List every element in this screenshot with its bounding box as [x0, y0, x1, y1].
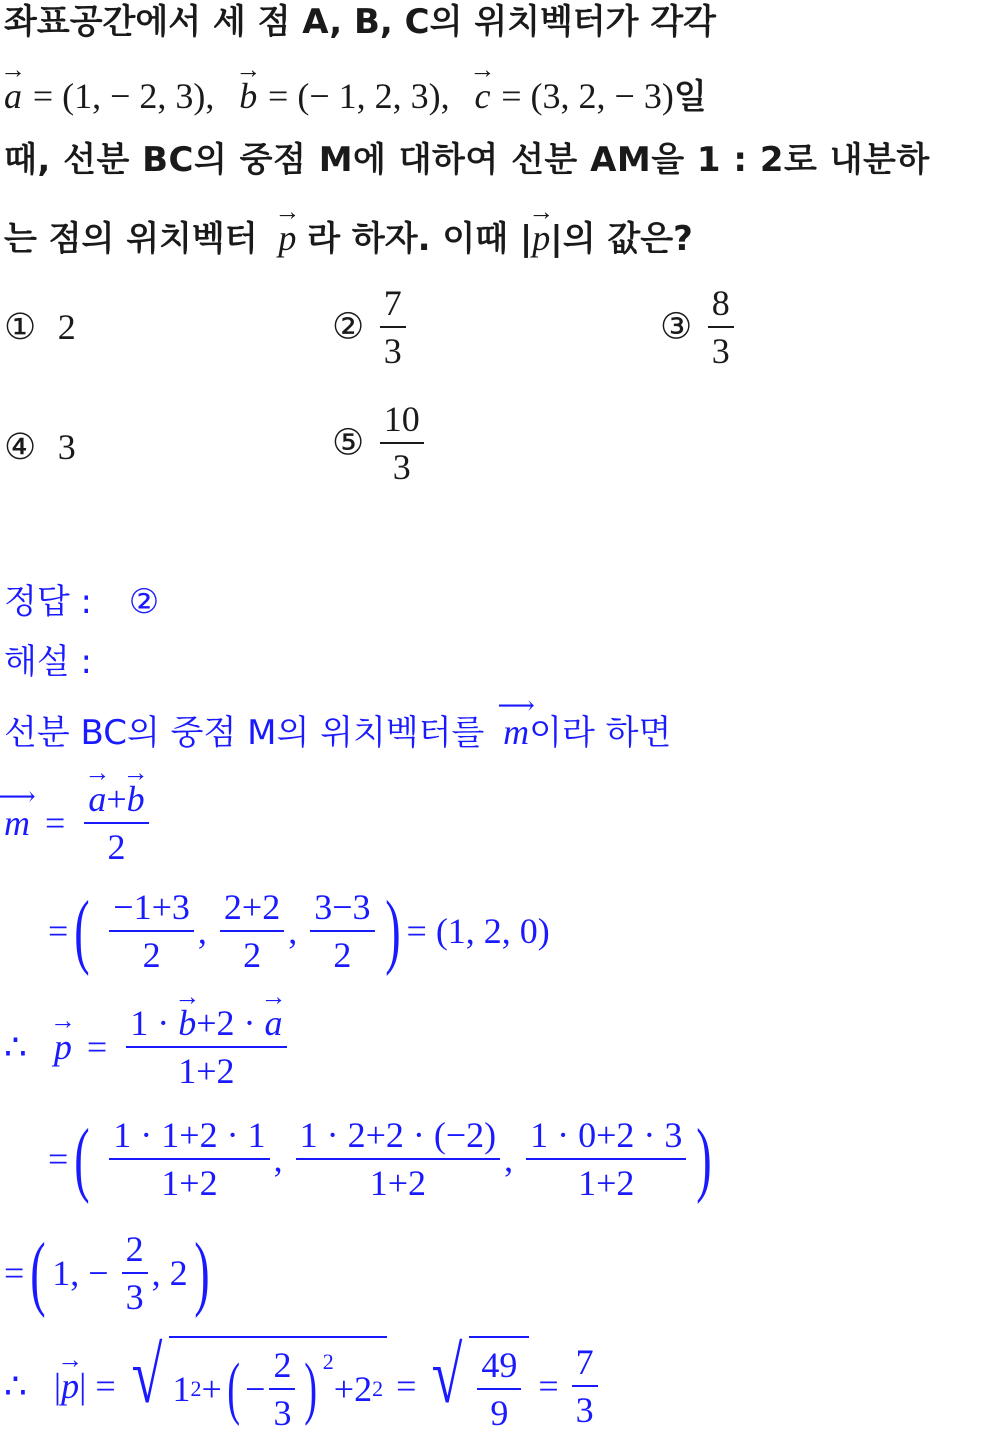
answer-line — [4, 582, 159, 622]
final-answer: $\frac{7}{3}$ — [572, 1339, 598, 1433]
option-3-mark: ③ — [660, 306, 693, 348]
equation-p-result: =( 1, − $\frac{2}{3}$ , 2) — [4, 1226, 210, 1319]
question-line-4-post: |의 값은? — [550, 219, 693, 259]
answer-label: 정답 : — [4, 582, 92, 622]
option-4-value: 3 — [57, 427, 76, 467]
eq-mag-p: → p — [61, 1366, 79, 1406]
option-4[interactable] — [4, 426, 76, 468]
question-line-4-mid: 라 하자. 이때 | — [307, 219, 533, 259]
option-5-mark: ⑤ — [332, 422, 365, 464]
explain-label: 해설 : — [4, 642, 92, 682]
vector-a-value: = (1, − 2, 3), — [32, 76, 215, 116]
option-2-mark: ② — [332, 306, 365, 348]
solution-line-1 — [4, 712, 671, 753]
answer-value: ② — [128, 582, 160, 622]
eq-m-num-a: → a — [88, 776, 106, 822]
sqrt-expression-1: √ 1 2 + ( − $\frac{2}{3}$ ) $^2$ +2 2 — [125, 1336, 387, 1436]
solution-line-1-pre: 선분 BC의 중점 M의 위치벡터를 — [4, 713, 485, 753]
eq-m-num-b: → b — [127, 776, 145, 822]
vector-m: ⟶ m — [503, 712, 529, 752]
equation-p: ∴ → p = $\frac{1 \cdot \to b+2 \cdot \to a}{1+2}$ — [4, 1000, 291, 1094]
option-1-value: 2 — [57, 307, 76, 347]
vector-p: → p — [278, 218, 296, 258]
question-line-2 — [4, 76, 707, 117]
eq-p-symbol: → p — [54, 1027, 72, 1067]
equation-m-components: =( $\frac{-1+3}{2}$ , $\frac{2+2}{2}$ , $\frac{3-3}{2}$ ) = (1, 2, 0) — [48, 884, 550, 977]
question-line-2-suffix: 일 — [673, 77, 707, 117]
question-line-3: 때, 선분 BC의 중점 M에 대하여 선분 AM을 1 : 2로 내분하 — [4, 140, 930, 180]
vector-p-abs: → p — [532, 218, 550, 258]
option-2-den: 3 — [383, 331, 402, 371]
equation-magnitude: ∴ |→ p| = √ 1 2 + ( − $\frac{2}{3}$ ) $^2$ +2 2 = √ $\frac{49}{9}$ = $\frac{7}{3}$ — [4, 1336, 602, 1436]
option-5-den: 3 — [392, 447, 411, 487]
option-3[interactable] — [660, 280, 738, 374]
option-5[interactable] — [332, 396, 428, 490]
option-3-den: 3 — [711, 331, 730, 371]
option-3-num: 8 — [708, 280, 734, 328]
question-line-4-pre: 는 점의 위치벡터 — [4, 219, 258, 259]
vector-b-value: = (− 1, 2, 3), — [268, 76, 450, 116]
vector-b: → b — [239, 76, 257, 116]
solution-line-1-post: 이라 하면 — [529, 713, 672, 753]
option-5-num: 10 — [380, 396, 424, 444]
option-2-num: 7 — [380, 280, 406, 328]
question-line-1: 좌표공간에서 세 점 A, B, C의 위치벡터가 각각 — [4, 2, 717, 42]
vector-a: → a — [4, 76, 22, 116]
equation-m: ⟶ m = → $\frac{a+\to b}{2}$ — [4, 776, 153, 870]
sqrt-expression-2: √ $\frac{49}{9}$ — [425, 1336, 529, 1436]
vector-c-value: = (3, 2, − 3) — [501, 76, 674, 116]
option-2[interactable] — [332, 280, 410, 374]
question-line-4 — [4, 218, 693, 259]
option-4-mark: ④ — [4, 427, 37, 468]
eq-m-symbol: ⟶ m — [4, 803, 30, 843]
equation-p-components: =( $\frac{1 \cdot 1+2 \cdot 1}{1+2}$ , $\frac{1 \cdot 2+2 \cdot (-2)}{1+2}$ , $\frac{1 \cdot 0+2 \cdot 3}{1+2}$ ) — [48, 1112, 713, 1205]
eq-m-result: = (1, 2, 0) — [406, 911, 550, 951]
option-1-mark: ① — [4, 307, 37, 348]
option-1[interactable] — [4, 306, 76, 348]
vector-c: → c — [474, 76, 490, 116]
